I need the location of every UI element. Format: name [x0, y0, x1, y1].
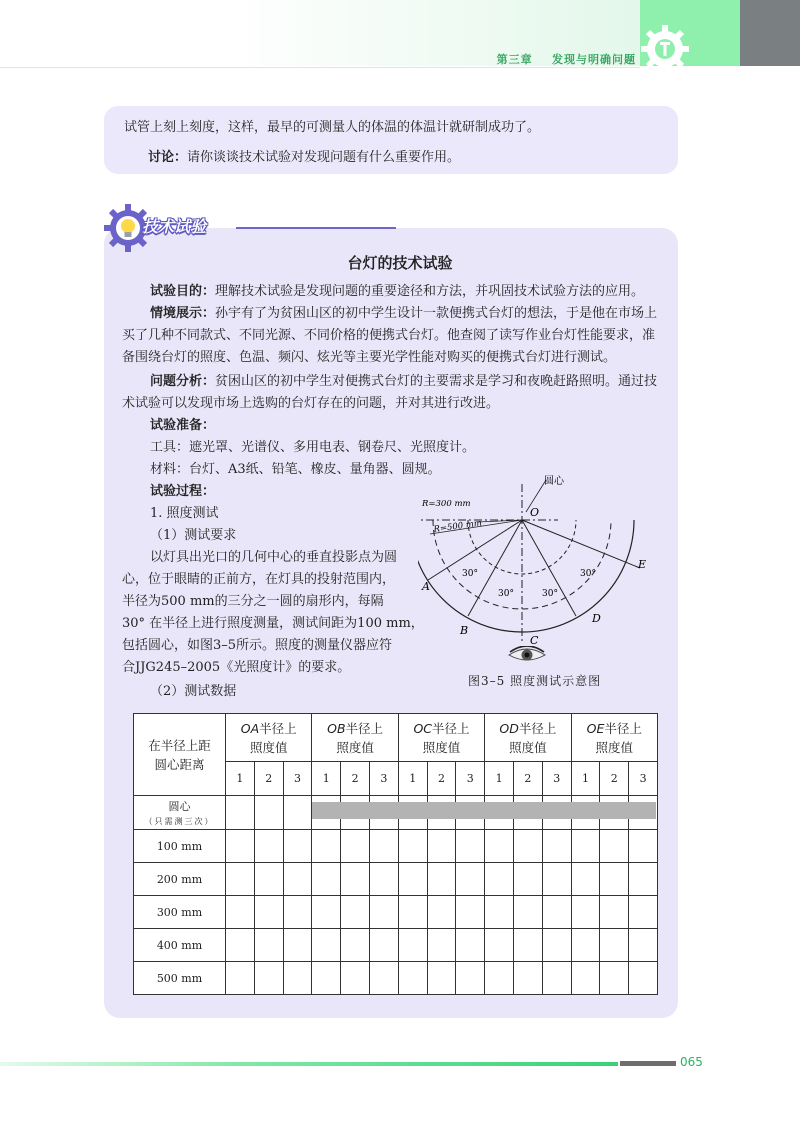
- corner-header-line: 圆心距离: [154, 756, 205, 772]
- discussion-text: 请你谈谈技术试验对发现问题有什么重要作用。: [187, 150, 461, 165]
- header-gray-block: [740, 0, 800, 66]
- column-group-header: [485, 714, 571, 762]
- chapter-number: 第三章: [496, 53, 533, 66]
- radius-ob: [468, 520, 522, 616]
- figure-caption: 图3–5 照度测试示意图: [468, 674, 602, 688]
- trial-number: 1: [571, 762, 600, 796]
- analysis-text-line: 术试验可以发现市场上选购的台灯存在的问题，并对其进行改进。: [122, 396, 500, 411]
- row-label: [134, 796, 226, 830]
- angle-label: 30°: [462, 569, 478, 579]
- radius-300-label: R=300 mm: [422, 499, 471, 509]
- radius-suffix: 半径上: [432, 720, 470, 736]
- radius-name: OB: [327, 720, 346, 736]
- continued-paragraph: 试管上刻上刻度，这样，最早的可测量人的体温的体温计就研制成功了。: [124, 120, 541, 135]
- requirement-text-line: 合JJG245–2005《光照度计》的要求。: [122, 660, 351, 675]
- row-label: 200 mm: [134, 863, 226, 896]
- corner-header-line: 在半径上距: [148, 737, 211, 753]
- row-note: （只需测三次）: [144, 817, 215, 826]
- point-d-label: D: [592, 612, 601, 625]
- header-rule: [0, 67, 640, 68]
- chapter-title: 发现与明确问题: [552, 53, 636, 66]
- trial-number: 2: [514, 762, 543, 796]
- trial-number: 2: [427, 762, 456, 796]
- analysis-label: 问题分析：: [150, 374, 216, 389]
- trial-number: 1: [485, 762, 514, 796]
- footer-gray-bar: [620, 1061, 676, 1066]
- row-label: 400 mm: [134, 929, 226, 962]
- group-subheader: 照度值: [336, 739, 374, 755]
- requirement-text-line: 包括圆心，如图3–5所示。照度的测量仪器应符: [122, 638, 393, 653]
- discussion-label: 讨论：: [148, 150, 188, 165]
- requirement-text-line: 半径为500 mm的三分之一圆的扇形内，每隔: [122, 594, 384, 609]
- point-c-label: C: [530, 634, 539, 647]
- trial-number: 1: [312, 762, 341, 796]
- scenario-text-line: 孙宇有了为贫困山区的初中学生设计一款便携式台灯的想法，于是他在市场上: [215, 306, 658, 321]
- angle-label: 30°: [580, 569, 596, 579]
- radius-name: OA: [240, 720, 260, 736]
- trial-number: 2: [254, 762, 283, 796]
- step-subheading: （2）测试数据: [150, 684, 237, 699]
- radius-suffix: 半径上: [604, 720, 642, 736]
- gear-icon: [638, 22, 692, 76]
- point-b-label: B: [460, 624, 469, 637]
- table-corner-header: [134, 714, 226, 796]
- row-label-text: 圆心: [168, 800, 191, 813]
- radius-oe: [522, 520, 640, 568]
- radius-suffix: 半径上: [518, 720, 557, 736]
- column-group-header: [226, 714, 312, 762]
- step-subheading: （1）测试要求: [150, 528, 237, 543]
- requirement-text-line: 以灯具出光口的几何中心的垂直投影点为圆: [150, 550, 398, 565]
- materials-line: 材料：台灯、A3纸、铅笔、橡皮、量角器、圆规。: [150, 462, 441, 477]
- angle-label: 30°: [542, 589, 558, 599]
- point-o-label: O: [530, 506, 540, 519]
- analysis-paragraph: [150, 374, 657, 390]
- purpose-label: 试验目的：: [150, 284, 216, 299]
- radius-name: OE: [586, 720, 605, 736]
- section-badge: 技术试验: [142, 217, 207, 236]
- trial-number: 1: [226, 762, 255, 796]
- radius-name: OC: [413, 720, 433, 736]
- radius-od: [522, 520, 576, 616]
- scenario-label: 情境展示：: [150, 306, 216, 321]
- group-subheader: 照度值: [595, 739, 634, 755]
- trial-number: 3: [542, 762, 571, 796]
- footer-green-bar: [0, 1062, 618, 1066]
- table-row: [134, 863, 658, 896]
- row-label: 100 mm: [134, 830, 226, 863]
- center-label: 圆心: [544, 476, 564, 487]
- radius-500-label: R=500 mm: [433, 518, 483, 535]
- column-group-header: [398, 714, 484, 762]
- column-group-header: [312, 714, 398, 762]
- row-label: 500 mm: [134, 962, 226, 995]
- experiment-heading: 台灯的技术试验: [347, 254, 453, 272]
- point-a-label: A: [422, 580, 430, 593]
- table-row: [134, 830, 658, 863]
- purpose-paragraph: [150, 284, 644, 300]
- table-row: [134, 962, 658, 995]
- eye-icon: [507, 646, 547, 664]
- point-e-label: E: [638, 558, 647, 571]
- requirement-text-line: 30° 在半径上进行照度测量，测试间距为100 mm，: [122, 616, 424, 631]
- trial-number: 2: [341, 762, 370, 796]
- radius-suffix: 半径上: [259, 720, 297, 736]
- scenario-text-line: 备围绕台灯的照度、色温、频闪、炫光等主要光学性能对购买的便携式台灯进行测试。: [122, 350, 617, 365]
- page-number: 065: [680, 1055, 703, 1069]
- angle-label: 30°: [498, 589, 514, 599]
- table-row: [134, 896, 658, 929]
- column-group-header: [571, 714, 657, 762]
- process-label: 试验过程：: [150, 484, 216, 499]
- radius-name: OD: [499, 720, 519, 736]
- trial-number: 2: [600, 762, 629, 796]
- trial-number: 3: [369, 762, 398, 796]
- radius-suffix: 半径上: [345, 720, 384, 736]
- trial-number: 3: [456, 762, 485, 796]
- discussion-paragraph: [148, 146, 460, 165]
- continued-text-box: [104, 106, 678, 174]
- section-badge-rule: [236, 227, 396, 229]
- tools-line: 工具：遮光罩、光谱仪、多用电表、钢卷尺、光照度计。: [150, 440, 476, 455]
- scenario-paragraph: [150, 306, 657, 322]
- analysis-text-line: 贫困山区的初中学生对便携式台灯的主要需求是学习和夜晚赶路照明。通过技: [215, 374, 658, 389]
- illuminance-data-table: [133, 713, 658, 995]
- purpose-text: 理解技术试验是发现问题的重要途径和方法，并巩固技术试验方法的应用。: [215, 284, 645, 299]
- trial-number: 3: [283, 762, 312, 796]
- not-applicable-fill: [312, 802, 656, 819]
- group-subheader: 照度值: [249, 739, 288, 755]
- running-header: [497, 51, 636, 67]
- step-heading: 1. 照度测试: [150, 506, 219, 521]
- prep-label: 试验准备：: [150, 418, 216, 433]
- trial-number: 3: [629, 762, 658, 796]
- group-subheader: 照度值: [509, 739, 547, 755]
- scenario-text-line: 买了几种不同款式、不同光源、不同价格的便携式台灯。他查阅了读写作业台灯性能要求，准: [122, 328, 656, 343]
- row-label: 300 mm: [134, 896, 226, 929]
- outer-arc: [418, 520, 634, 632]
- table-row: [134, 929, 658, 962]
- illuminance-diagram: [418, 470, 658, 670]
- group-subheader: 照度值: [422, 739, 461, 755]
- trial-number: 1: [398, 762, 427, 796]
- requirement-text-line: 心，位于眼睛的正前方，在灯具的投射范围内，: [122, 572, 396, 587]
